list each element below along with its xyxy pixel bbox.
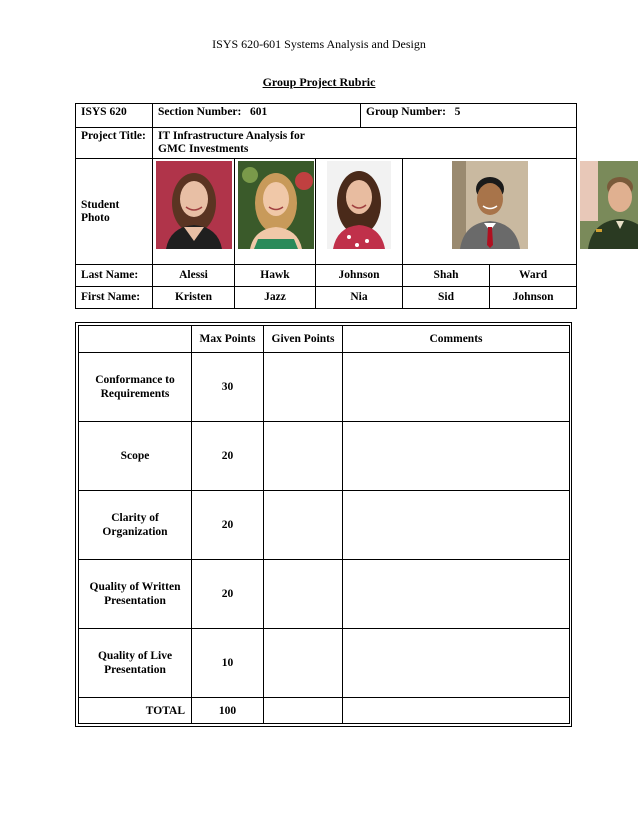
first-name-5: Johnson <box>490 287 577 309</box>
criteria-conformance: Conformance to Requirements <box>79 353 192 422</box>
rubric-table <box>78 325 570 724</box>
rubric-row-scope <box>79 422 570 491</box>
photo-cell-4 <box>403 159 577 265</box>
photo-cell-3 <box>316 159 403 265</box>
last-name-2: Hawk <box>235 265 316 287</box>
criteria-live: Quality of Live Presentation <box>79 629 192 698</box>
last-name-3: Johnson <box>316 265 403 287</box>
rubric-row-conformance <box>79 353 570 422</box>
rubric-row-live <box>79 629 570 698</box>
comments-header: Comments <box>343 326 570 353</box>
info-row-course <box>76 104 577 128</box>
first-name-1: Kristen <box>153 287 235 309</box>
total-given-points[interactable] <box>264 698 343 724</box>
max-points-written: 20 <box>192 560 264 629</box>
given-points-scope[interactable] <box>264 422 343 491</box>
photo-cell-2 <box>235 159 316 265</box>
rubric-total-row <box>79 698 570 724</box>
first-name-label: First Name: <box>76 287 153 309</box>
last-name-label: Last Name: <box>76 265 153 287</box>
student-photo-ward <box>580 161 638 249</box>
max-points-scope: 20 <box>192 422 264 491</box>
max-points-clarity: 20 <box>192 491 264 560</box>
comments-scope[interactable] <box>343 422 570 491</box>
given-points-conformance[interactable] <box>264 353 343 422</box>
comments-clarity[interactable] <box>343 491 570 560</box>
info-row-photos <box>76 159 577 265</box>
group-number: Group Number: 5 <box>361 104 577 128</box>
given-points-clarity[interactable] <box>264 491 343 560</box>
group-value: 5 <box>454 106 461 118</box>
section-value: 601 <box>250 106 268 118</box>
last-name-1: Alessi <box>153 265 235 287</box>
comments-written[interactable] <box>343 560 570 629</box>
total-label: TOTAL <box>79 698 192 724</box>
photo-cell-1 <box>153 159 235 265</box>
rubric-title: Group Project Rubric <box>262 75 376 89</box>
criteria-written: Quality of Written Presentation <box>79 560 192 629</box>
given-points-header: Given Points <box>264 326 343 353</box>
criteria-header <box>79 326 192 353</box>
rubric-row-clarity <box>79 491 570 560</box>
comments-conformance[interactable] <box>343 353 570 422</box>
info-row-last-names <box>76 265 577 287</box>
student-photo-label: Student Photo <box>76 159 153 265</box>
student-photo-alessi <box>156 161 232 249</box>
section-number: Section Number: 601 <box>153 104 361 128</box>
project-title: IT Infrastructure Analysis for GMC Investments <box>153 128 577 159</box>
max-points-live: 10 <box>192 629 264 698</box>
given-points-written[interactable] <box>264 560 343 629</box>
max-points-header: Max Points <box>192 326 264 353</box>
project-info-table <box>75 103 577 309</box>
criteria-clarity: Clarity of Organization <box>79 491 192 560</box>
given-points-live[interactable] <box>264 629 343 698</box>
course-code: ISYS 620 <box>76 104 153 128</box>
first-name-4: Sid <box>403 287 490 309</box>
rubric-header-row <box>79 326 570 353</box>
info-row-first-names <box>76 287 577 309</box>
total-max-points: 100 <box>192 698 264 724</box>
last-name-5: Ward <box>490 265 577 287</box>
student-photo-hawk <box>238 161 314 249</box>
criteria-scope: Scope <box>79 422 192 491</box>
course-title: ISYS 620-601 Systems Analysis and Design <box>212 37 426 51</box>
last-name-4: Shah <box>403 265 490 287</box>
first-name-2: Jazz <box>235 287 316 309</box>
max-points-conformance: 30 <box>192 353 264 422</box>
first-name-3: Nia <box>316 287 403 309</box>
project-title-label: Project Title: <box>76 128 153 159</box>
comments-live[interactable] <box>343 629 570 698</box>
rubric-row-written <box>79 560 570 629</box>
info-row-project <box>76 128 577 159</box>
total-comments[interactable] <box>343 698 570 724</box>
student-photo-johnson-nia <box>327 161 391 249</box>
student-photo-shah <box>452 161 528 249</box>
